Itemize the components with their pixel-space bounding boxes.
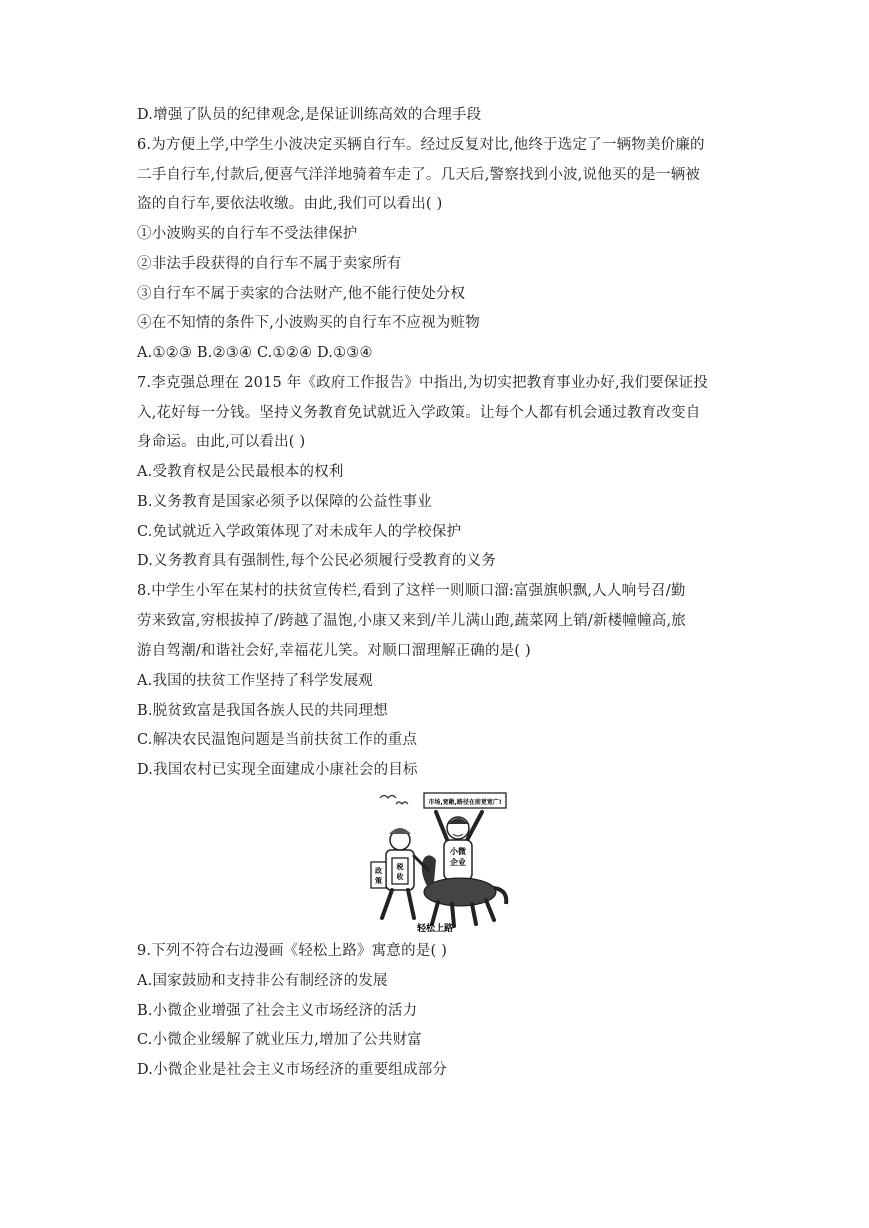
q7-option-c: C.免试就近入学政策体现了对未成年人的学校保护	[137, 524, 462, 540]
sign-text: 市场,宽敞,路径在前更宽广!	[428, 799, 502, 806]
q6-statement-2: ②非法手段获得的自行车不属于卖家所有	[137, 256, 402, 272]
q8-option-c: C.解决农民温饱问题是当前扶贫工作的重点	[137, 732, 418, 748]
bird-icon	[396, 802, 408, 804]
official-legs	[382, 890, 414, 918]
q5-option-d: D.增强了队员的纪律观念,是保证训练高效的合理手段	[137, 107, 482, 123]
q7-option-d: D.义务教育具有强制性,每个公民必须履行受教育的义务	[137, 553, 497, 569]
q7-stem-line2: 入,花好每一分钱。坚持义务教育免试就近入学政策。让每个人都有机会通过教育改变自	[137, 405, 701, 421]
cartoon-easy-road	[360, 784, 510, 934]
q7-option-b: B.义务教育是国家必须予以保障的公益性事业	[137, 494, 432, 510]
q6-statement-1: ①小波购买的自行车不受法律保护	[137, 226, 358, 242]
q6-stem-line2: 二手自行车,付款后,便喜气洋洋地骑着车走了。几天后,警察找到小波,说他买的是一辆被	[137, 167, 701, 183]
tax-bag-label-2: 收	[396, 873, 404, 881]
q8-option-a: A.我国的扶贫工作坚持了科学发展观	[137, 673, 373, 689]
q7-option-a: A.受教育权是公民最根本的权利	[137, 464, 344, 480]
rider-label-1: 小微	[450, 847, 466, 856]
q8-stem-line3: 游自驾潮/和谐社会好,幸福花儿笑。对顺口溜理解正确的是( )	[137, 643, 531, 659]
q9-option-b: B.小微企业增强了社会主义市场经济的活力	[137, 1003, 418, 1019]
q9-option-a: A.国家鼓励和支持非公有制经济的发展	[137, 973, 388, 989]
policy-bag-label-2: 策	[375, 877, 382, 885]
q9-option-c: C.小微企业缓解了就业压力,增加了公共财富	[137, 1032, 422, 1048]
q6-stem-line1: 6.为方便上学,中学生小波决定买辆自行车。经过反复对比,他终于选定了一辆物美价廉的	[137, 137, 705, 153]
q6-statement-4: ④在不知情的条件下,小波购买的自行车不应视为赃物	[137, 315, 480, 331]
policy-bag-label-1: 政	[375, 867, 382, 875]
q6-stem-line3: 盗的自行车,要依法收缴。由此,我们可以看出( )	[137, 196, 443, 212]
q9-stem: 9.下列不符合右边漫画《轻松上路》寓意的是( )	[137, 943, 448, 959]
official-cap	[389, 828, 411, 834]
q7-stem-line3: 身命运。由此,可以看出( )	[137, 434, 306, 450]
q8-stem-line2: 劳来致富,穷根拔掉了/跨越了温饱,小康又来到/羊儿满山跑,蔬菜网上销/新楼幢幢高,旅	[137, 613, 686, 629]
rider-label-2: 企业	[450, 858, 466, 867]
q6-options: A.①②③ B.②③④ C.①②④ D.①③④	[137, 345, 373, 361]
q8-option-b: B.脱贫致富是我国各族人民的共同理想	[137, 703, 388, 719]
q8-option-d: D.我国农村已实现全面建成小康社会的目标	[137, 762, 418, 778]
q9-option-d: D.小微企业是社会主义市场经济的重要组成部分	[137, 1062, 448, 1078]
q7-stem-line1: 7.李克强总理在 2015 年《政府工作报告》中指出,为切实把教育事业办好,我们要保证投	[137, 375, 708, 391]
bird-icon	[380, 796, 396, 799]
tax-bag-label-1: 税	[396, 863, 404, 871]
q6-statement-3: ③自行车不属于卖家的合法财产,他不能行使处分权	[137, 286, 466, 302]
q8-stem-line1: 8.中学生小军在某村的扶贫宣传栏,看到了这样一则顺口溜:富强旗帜飘,人人响号召/勤	[137, 583, 686, 599]
cartoon-caption: 轻松上路	[416, 924, 454, 934]
